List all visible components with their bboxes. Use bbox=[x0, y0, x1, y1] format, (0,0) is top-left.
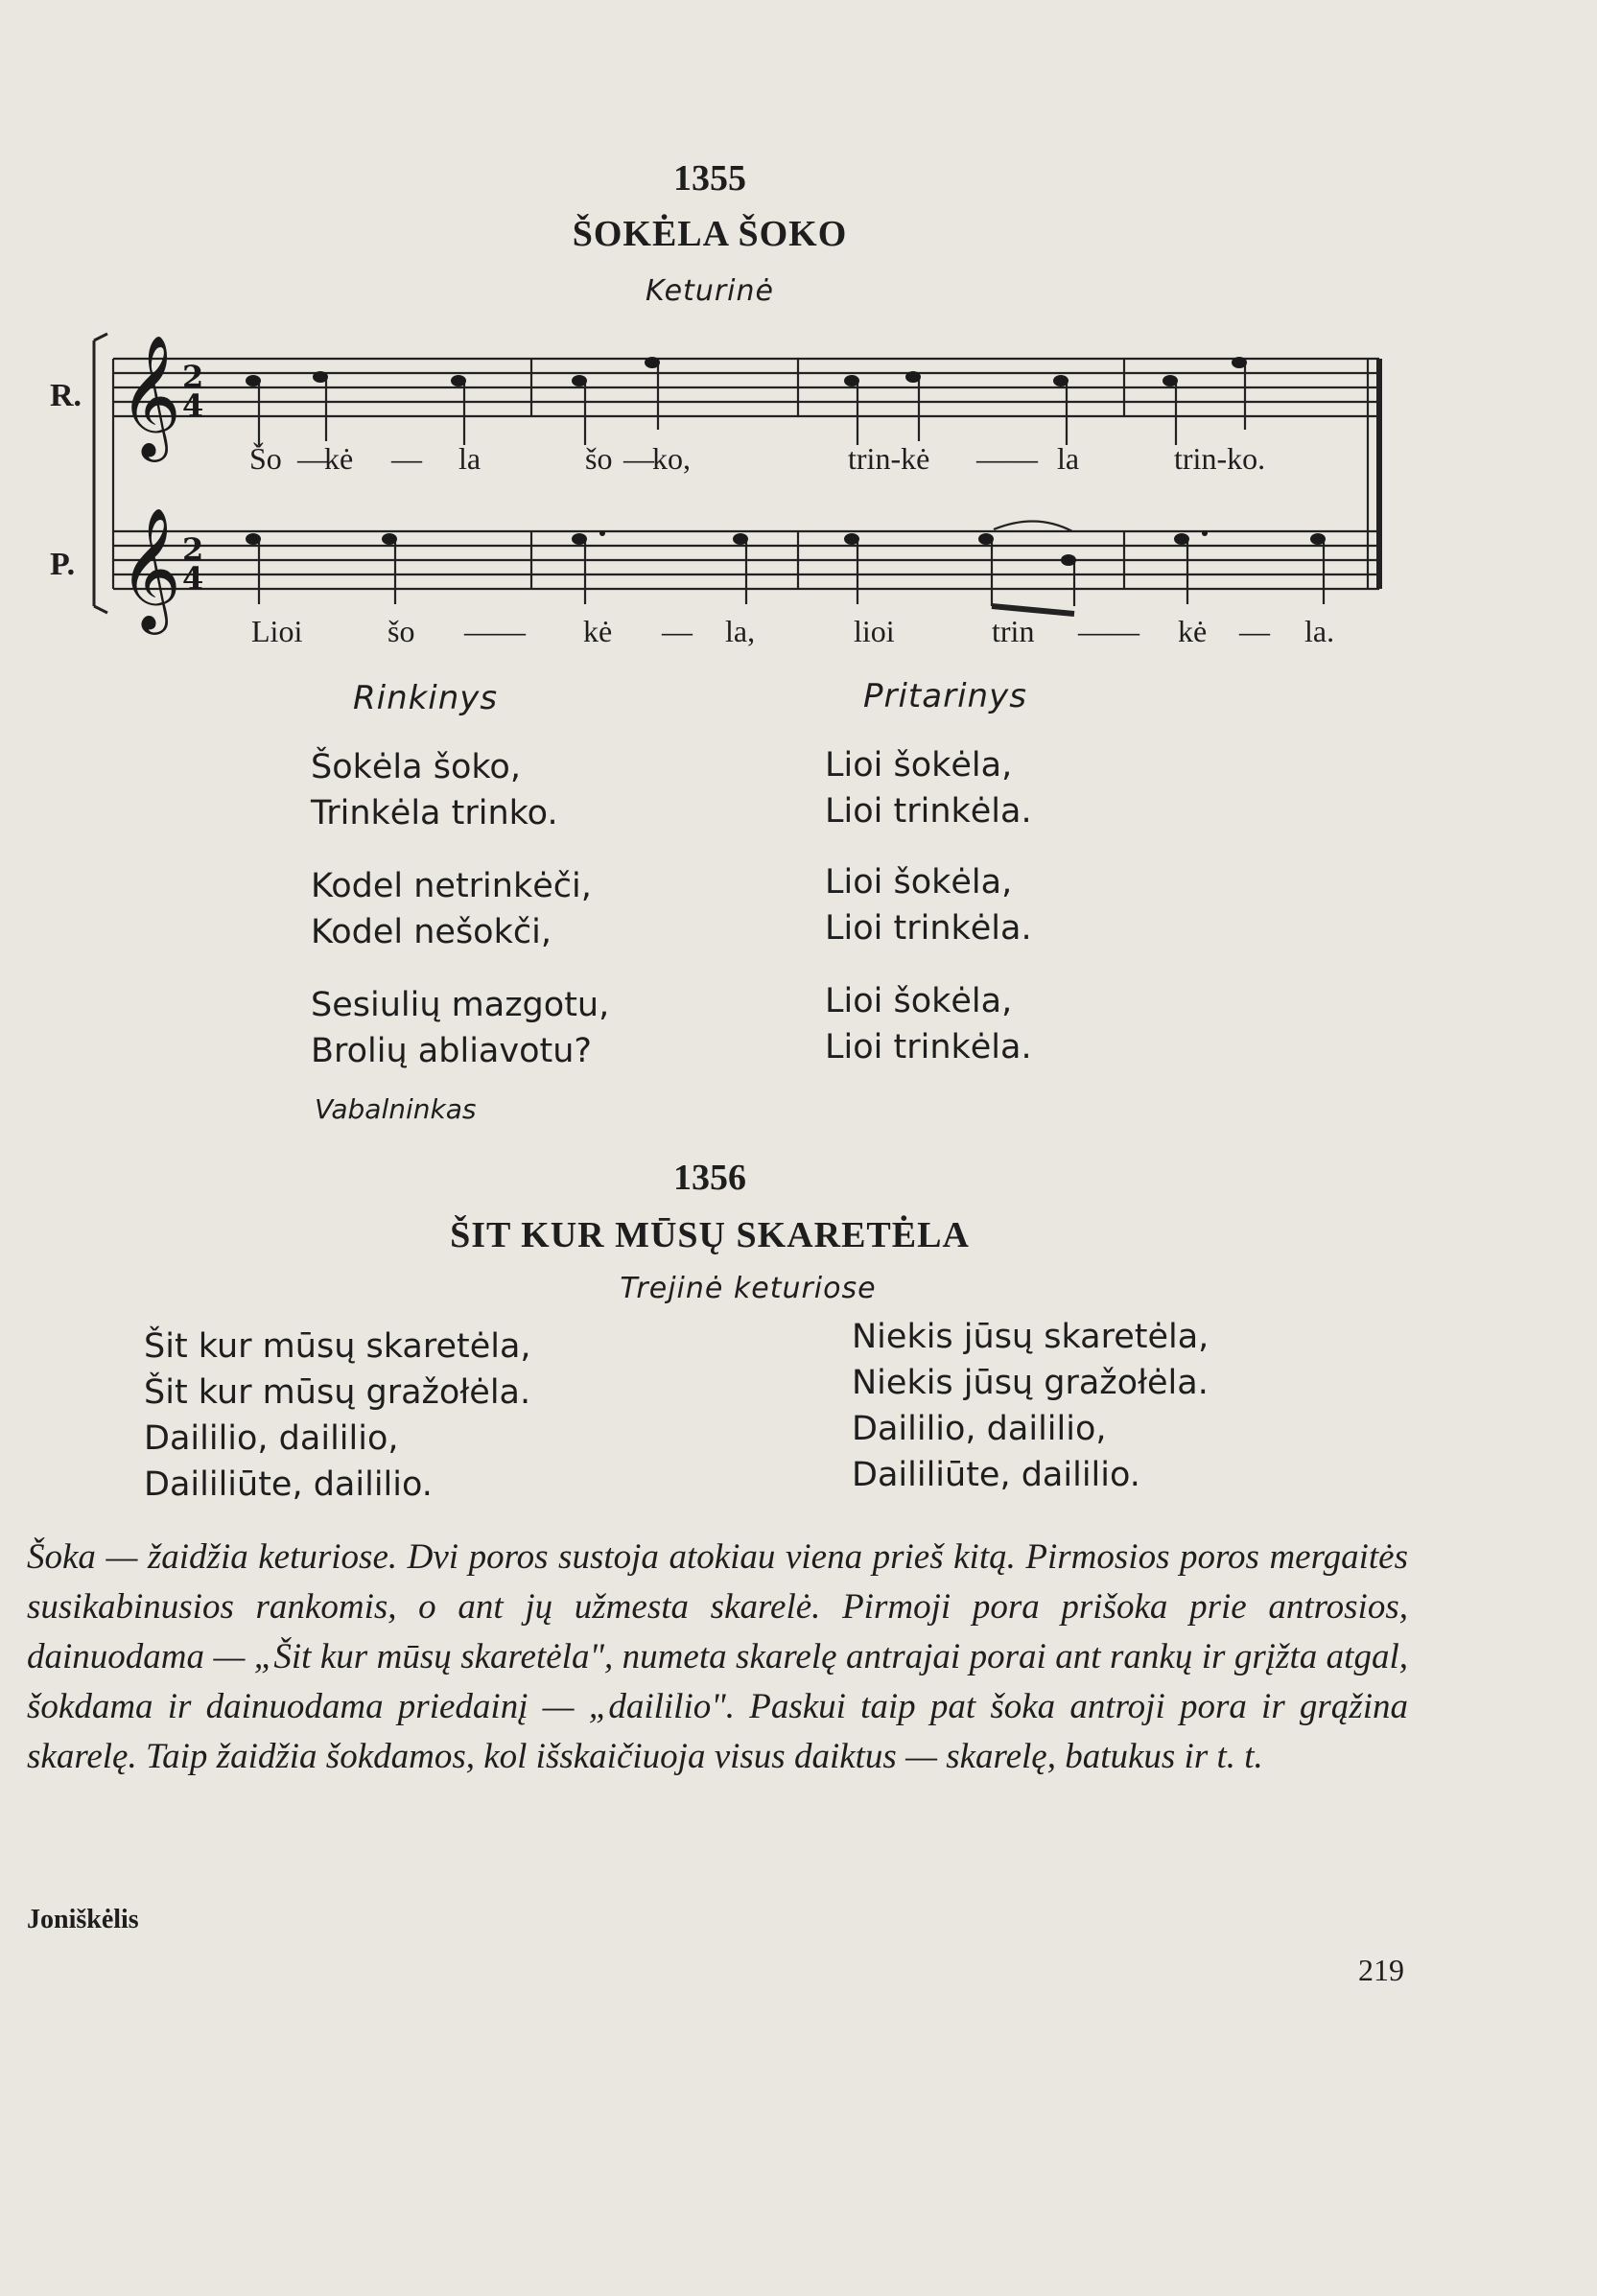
svg-text:𝄞: 𝄞 bbox=[119, 334, 182, 457]
verse-line: Lioi trinkėla. bbox=[825, 909, 1032, 948]
verse-right-3 bbox=[825, 978, 1032, 1070]
lyric-top: la bbox=[458, 441, 481, 476]
song-title: ŠIT KUR MŪSŲ SKARETĖLA bbox=[450, 1215, 970, 1255]
verse-line: Lioi trinkėla. bbox=[825, 1028, 1032, 1066]
verse-left-2 bbox=[311, 863, 592, 955]
verse-line: Sesiulių mazgotu, bbox=[311, 986, 610, 1024]
verse-line: Niekis jūsų gražołėla. bbox=[852, 1364, 1209, 1402]
lyric-top: — bbox=[297, 441, 328, 476]
verse-line: Daililio, daililio, bbox=[144, 1419, 399, 1458]
song-subtitle: Keturinė bbox=[646, 274, 774, 308]
verse-line: Šit kur mūsų gražołėla. bbox=[144, 1373, 531, 1412]
verse-left-3 bbox=[311, 982, 609, 1074]
verse-line: Lioi šokėla, bbox=[825, 982, 1013, 1020]
staff-label-r: R. bbox=[50, 378, 82, 413]
lyric-top: — bbox=[391, 441, 422, 476]
verse-right bbox=[852, 1314, 1209, 1498]
lyric-top: —— bbox=[976, 441, 1038, 476]
column-head-right: Pritarinys bbox=[863, 677, 1027, 715]
lyric-top: trin-ko. bbox=[1174, 441, 1266, 476]
verse-line: Šokėla šoko, bbox=[311, 748, 521, 786]
lyric-bottom: trin bbox=[992, 614, 1035, 648]
verse-line: Daililio, daililio, bbox=[852, 1410, 1107, 1448]
svg-text:𝄞: 𝄞 bbox=[119, 506, 182, 629]
lyric-top: trin-kė bbox=[848, 441, 930, 476]
lyric-bottom: —— bbox=[464, 614, 526, 648]
lyric-bottom: lioi bbox=[854, 614, 895, 648]
score-graphic bbox=[0, 0, 1597, 671]
verse-line: Daililiūte, daililio. bbox=[144, 1465, 433, 1504]
verse-line: Kodel nešokči, bbox=[311, 913, 552, 951]
column-head-left: Rinkinys bbox=[353, 679, 499, 717]
lyric-top: šo bbox=[585, 441, 613, 476]
verse-left-1 bbox=[311, 744, 558, 836]
verse-line: Brolių abliavotu? bbox=[311, 1032, 592, 1070]
song-subtitle: Trejinė keturiose bbox=[620, 1272, 877, 1305]
game-description bbox=[27, 1533, 1408, 1782]
lyric-bottom: Lioi bbox=[251, 614, 303, 648]
lyric-top: Šo bbox=[249, 441, 282, 476]
svg-text:4: 4 bbox=[182, 560, 204, 597]
verse-line: Lioi šokėla, bbox=[825, 863, 1013, 902]
song-title: ŠOKĖLA ŠOKO bbox=[572, 214, 848, 254]
song-number: 1355 bbox=[673, 158, 746, 199]
verse-line: Trinkėla trinko. bbox=[311, 794, 558, 832]
svg-text:4: 4 bbox=[182, 387, 204, 424]
lyric-top: kė bbox=[324, 441, 354, 476]
song-place: Joniškėlis bbox=[27, 1905, 139, 1934]
description-text: Šoka — žaidžia keturiose. Dvi poros sustoja atokiau viena prieš kitą. Pirmosios poros mergaitės susikabinusios rankomis, o ant jų užmesta skarelė. Pirmoji pora prišoka prie antrosios, dainuodama — „Šit kur mūsų skaretėla", numeta skarelę antrajai porai ant rankų ir grįžta atgal, šokdama ir dainuodama priedainį — „daililio". Paskui taip pat šoka antroji pora ir grąžina skarelę. Taip žaidžia šokdamos, kol išskaičiuoja visus daiktus — skarelę, batukus ir t. t. bbox=[27, 1537, 1408, 1776]
lyric-bottom: — bbox=[1239, 614, 1270, 648]
lyric-bottom: la. bbox=[1304, 614, 1335, 648]
lyric-top: la bbox=[1057, 441, 1080, 476]
verse-line: Šit kur mūsų skaretėla, bbox=[144, 1327, 531, 1366]
verse-right-1 bbox=[825, 742, 1032, 834]
lyric-top: — bbox=[623, 441, 654, 476]
verse-right-2 bbox=[825, 859, 1032, 951]
verse-left bbox=[144, 1324, 531, 1508]
lyric-bottom: šo bbox=[388, 614, 415, 648]
song-number: 1356 bbox=[673, 1158, 746, 1198]
verse-line: Lioi trinkėla. bbox=[825, 792, 1032, 831]
verse-line: Lioi šokėla, bbox=[825, 746, 1013, 785]
lyric-top: ko, bbox=[652, 441, 691, 476]
lyric-bottom: — bbox=[662, 614, 693, 648]
svg-text:2: 2 bbox=[182, 359, 204, 395]
lyric-bottom: kė bbox=[583, 614, 613, 648]
staff-label-p: P. bbox=[50, 547, 76, 582]
lyric-bottom: —— bbox=[1078, 614, 1139, 648]
lyric-bottom: kė bbox=[1178, 614, 1208, 648]
verse-line: Niekis jūsų skaretėla, bbox=[852, 1318, 1209, 1356]
verse-line: Daililiūte, daililio. bbox=[852, 1456, 1140, 1494]
song-place: Vabalninkas bbox=[315, 1093, 477, 1125]
verse-line: Kodel netrinkėči, bbox=[311, 867, 592, 905]
page-number: 219 bbox=[1358, 1953, 1404, 1987]
lyric-bottom: la, bbox=[725, 614, 756, 648]
svg-text:2: 2 bbox=[182, 531, 204, 568]
